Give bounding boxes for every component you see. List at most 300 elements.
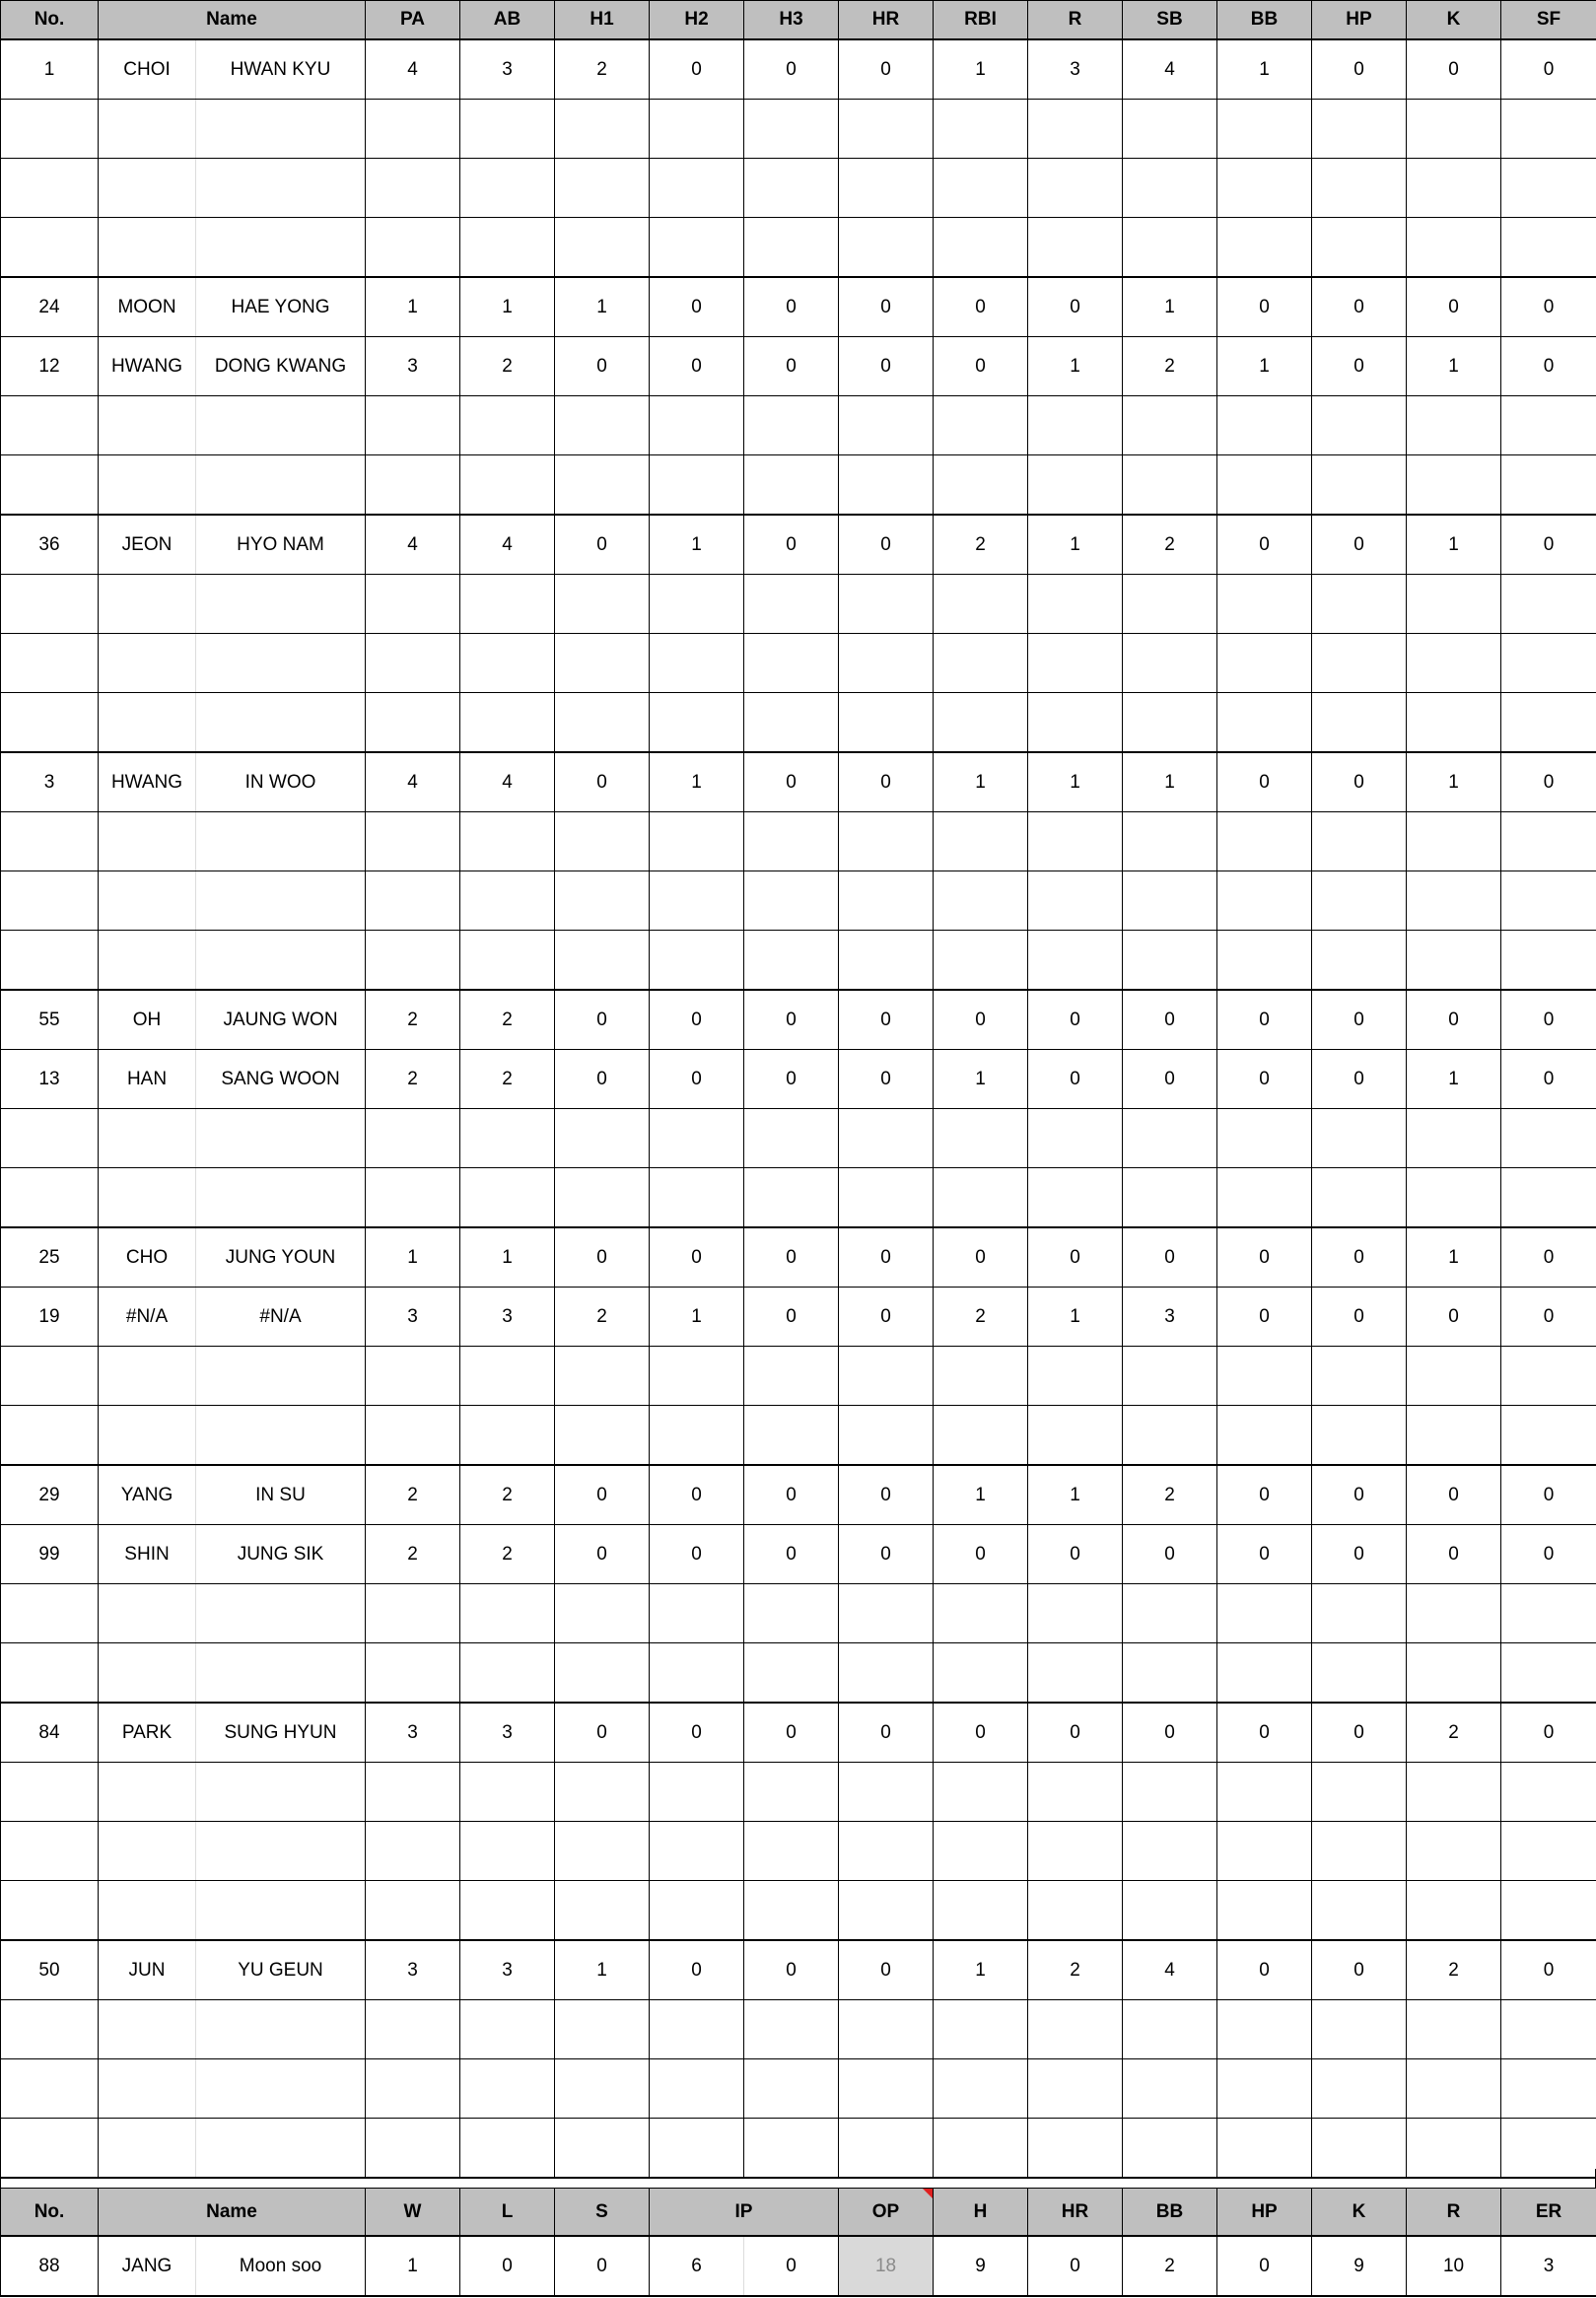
cell-h2[interactable]: 0 bbox=[650, 1703, 744, 1763]
cell-h3[interactable]: 0 bbox=[744, 1703, 839, 1763]
cell-first[interactable]: HAN bbox=[99, 1050, 196, 1109]
cell-ab[interactable] bbox=[460, 871, 555, 931]
col-header-r[interactable]: R bbox=[1028, 1, 1123, 40]
cell-first[interactable] bbox=[99, 575, 196, 634]
cell-r[interactable]: 1 bbox=[1028, 337, 1123, 396]
cell-sf[interactable]: 0 bbox=[1501, 1940, 1596, 2000]
cell-w[interactable]: 1 bbox=[366, 2236, 460, 2296]
col-header-h2[interactable]: H2 bbox=[650, 1, 744, 40]
cell-h3[interactable] bbox=[744, 1822, 839, 1881]
col-header-no[interactable]: No. bbox=[1, 1, 99, 40]
cell-last[interactable]: JAUNG WON bbox=[196, 990, 366, 1050]
cell-sb[interactable] bbox=[1123, 1584, 1217, 1643]
col-header-k[interactable]: K bbox=[1312, 2189, 1407, 2237]
cell-hp[interactable] bbox=[1312, 693, 1407, 753]
cell-k[interactable] bbox=[1407, 218, 1501, 278]
cell-pa[interactable] bbox=[366, 1881, 460, 1941]
cell-last[interactable] bbox=[196, 1881, 366, 1941]
cell-l[interactable]: 0 bbox=[460, 2236, 555, 2296]
cell-h3[interactable] bbox=[744, 159, 839, 218]
cell-no[interactable]: 19 bbox=[1, 1288, 99, 1347]
cell-rbi[interactable] bbox=[934, 812, 1028, 871]
cell-sb[interactable] bbox=[1123, 812, 1217, 871]
cell-hr[interactable]: 0 bbox=[839, 515, 934, 575]
cell-sb[interactable]: 0 bbox=[1123, 990, 1217, 1050]
cell-sb[interactable] bbox=[1123, 871, 1217, 931]
cell-hr[interactable] bbox=[839, 1347, 934, 1406]
cell-k[interactable]: 1 bbox=[1407, 752, 1501, 812]
cell-pa[interactable] bbox=[366, 455, 460, 516]
col-header-hr[interactable]: HR bbox=[839, 1, 934, 40]
cell-r[interactable] bbox=[1028, 1168, 1123, 1228]
cell-sf[interactable] bbox=[1501, 1406, 1596, 1466]
cell-hr[interactable] bbox=[839, 693, 934, 753]
cell-h1[interactable] bbox=[555, 1584, 650, 1643]
cell-pa[interactable] bbox=[366, 100, 460, 159]
cell-r[interactable]: 2 bbox=[1028, 1940, 1123, 2000]
cell-ab[interactable] bbox=[460, 1109, 555, 1168]
cell-rbi[interactable] bbox=[934, 634, 1028, 693]
cell-k[interactable]: 0 bbox=[1407, 1525, 1501, 1584]
cell-bb[interactable]: 0 bbox=[1217, 1050, 1312, 1109]
cell-rbi[interactable] bbox=[934, 455, 1028, 516]
cell-hp[interactable] bbox=[1312, 812, 1407, 871]
cell-last[interactable] bbox=[196, 396, 366, 455]
cell-sf[interactable] bbox=[1501, 159, 1596, 218]
cell-r[interactable]: 1 bbox=[1028, 515, 1123, 575]
cell-no[interactable] bbox=[1, 2059, 99, 2119]
cell-last[interactable]: HAE YONG bbox=[196, 277, 366, 337]
cell-hr[interactable]: 0 bbox=[839, 752, 934, 812]
cell-rbi[interactable] bbox=[934, 1168, 1028, 1228]
cell-sb[interactable]: 4 bbox=[1123, 1940, 1217, 2000]
cell-r[interactable] bbox=[1028, 396, 1123, 455]
cell-h1[interactable] bbox=[555, 1643, 650, 1704]
cell-ab[interactable]: 2 bbox=[460, 990, 555, 1050]
cell-last[interactable] bbox=[196, 575, 366, 634]
cell-h1[interactable]: 0 bbox=[555, 1525, 650, 1584]
cell-last[interactable] bbox=[196, 1643, 366, 1704]
cell-h2[interactable] bbox=[650, 931, 744, 991]
cell-hp[interactable]: 0 bbox=[1312, 1940, 1407, 2000]
cell-ab[interactable]: 3 bbox=[460, 1288, 555, 1347]
cell-k[interactable] bbox=[1407, 634, 1501, 693]
cell-pa[interactable]: 4 bbox=[366, 515, 460, 575]
cell-h1[interactable] bbox=[555, 396, 650, 455]
cell-rbi[interactable]: 2 bbox=[934, 515, 1028, 575]
cell-last[interactable]: SANG WOON bbox=[196, 1050, 366, 1109]
cell-sb[interactable]: 0 bbox=[1123, 1227, 1217, 1288]
col-header-ip[interactable]: IP bbox=[650, 2189, 839, 2237]
cell-pa[interactable]: 3 bbox=[366, 1940, 460, 2000]
cell-no[interactable] bbox=[1, 1584, 99, 1643]
cell-sf[interactable]: 0 bbox=[1501, 515, 1596, 575]
cell-h3[interactable]: 0 bbox=[744, 39, 839, 100]
cell-no[interactable] bbox=[1, 1822, 99, 1881]
cell-no[interactable] bbox=[1, 634, 99, 693]
cell-h3[interactable] bbox=[744, 1109, 839, 1168]
cell-h3[interactable] bbox=[744, 1763, 839, 1822]
cell-rbi[interactable] bbox=[934, 1763, 1028, 1822]
cell-h3[interactable] bbox=[744, 812, 839, 871]
cell-k[interactable] bbox=[1407, 871, 1501, 931]
cell-last[interactable]: JUNG YOUN bbox=[196, 1227, 366, 1288]
cell-ab[interactable] bbox=[460, 396, 555, 455]
cell-hr[interactable] bbox=[839, 1168, 934, 1228]
cell-no[interactable] bbox=[1, 812, 99, 871]
cell-rbi[interactable] bbox=[934, 1881, 1028, 1941]
cell-k[interactable]: 1 bbox=[1407, 1227, 1501, 1288]
cell-sb[interactable] bbox=[1123, 693, 1217, 753]
cell-hr[interactable] bbox=[839, 1406, 934, 1466]
cell-sf[interactable] bbox=[1501, 1643, 1596, 1704]
cell-first[interactable] bbox=[99, 1643, 196, 1704]
cell-h2[interactable] bbox=[650, 1406, 744, 1466]
cell-rbi[interactable]: 2 bbox=[934, 1288, 1028, 1347]
cell-hp[interactable] bbox=[1312, 1584, 1407, 1643]
cell-ab[interactable]: 3 bbox=[460, 1703, 555, 1763]
cell-bb[interactable] bbox=[1217, 100, 1312, 159]
cell-pa[interactable] bbox=[366, 812, 460, 871]
cell-rbi[interactable]: 0 bbox=[934, 277, 1028, 337]
cell-sb[interactable]: 2 bbox=[1123, 337, 1217, 396]
cell-rbi[interactable] bbox=[934, 100, 1028, 159]
cell-pa[interactable] bbox=[366, 634, 460, 693]
cell-bb[interactable]: 0 bbox=[1217, 1465, 1312, 1525]
cell-sb[interactable] bbox=[1123, 455, 1217, 516]
cell-k[interactable] bbox=[1407, 1643, 1501, 1704]
cell-sf[interactable] bbox=[1501, 218, 1596, 278]
cell-h2[interactable] bbox=[650, 100, 744, 159]
cell-h3[interactable] bbox=[744, 1406, 839, 1466]
cell-no[interactable] bbox=[1, 693, 99, 753]
cell-last[interactable]: JUNG SIK bbox=[196, 1525, 366, 1584]
cell-sf[interactable] bbox=[1501, 871, 1596, 931]
cell-bb[interactable]: 0 bbox=[1217, 752, 1312, 812]
cell-h2[interactable] bbox=[650, 812, 744, 871]
cell-r[interactable] bbox=[1028, 1347, 1123, 1406]
cell-k[interactable]: 2 bbox=[1407, 1940, 1501, 2000]
col-header-hp[interactable]: HP bbox=[1312, 1, 1407, 40]
cell-ab[interactable] bbox=[460, 1168, 555, 1228]
col-header-op[interactable] bbox=[839, 2189, 934, 2237]
cell-h2[interactable] bbox=[650, 2000, 744, 2059]
cell-first[interactable] bbox=[99, 455, 196, 516]
cell-sb[interactable] bbox=[1123, 1763, 1217, 1822]
cell-first[interactable]: #N/A bbox=[99, 1288, 196, 1347]
cell-no[interactable] bbox=[1, 396, 99, 455]
col-header-bb[interactable]: BB bbox=[1217, 1, 1312, 40]
cell-r[interactable] bbox=[1028, 1406, 1123, 1466]
cell-first[interactable]: JUN bbox=[99, 1940, 196, 2000]
cell-sf[interactable]: 0 bbox=[1501, 1050, 1596, 1109]
cell-no[interactable]: 24 bbox=[1, 277, 99, 337]
cell-no[interactable] bbox=[1, 1763, 99, 1822]
cell-h[interactable]: 9 bbox=[934, 2236, 1028, 2296]
cell-hp[interactable] bbox=[1312, 396, 1407, 455]
cell-ab[interactable]: 4 bbox=[460, 752, 555, 812]
col-header-w[interactable]: W bbox=[366, 2189, 460, 2237]
cell-r[interactable] bbox=[1028, 575, 1123, 634]
cell-hp[interactable] bbox=[1312, 575, 1407, 634]
cell-rbi[interactable] bbox=[934, 218, 1028, 278]
cell-r[interactable] bbox=[1028, 871, 1123, 931]
cell-h3[interactable]: 0 bbox=[744, 752, 839, 812]
cell-hr[interactable]: 0 bbox=[839, 277, 934, 337]
cell-sf[interactable]: 0 bbox=[1501, 39, 1596, 100]
comment-indicator-icon[interactable] bbox=[923, 2189, 933, 2198]
cell-ip-b[interactable]: 0 bbox=[744, 2236, 839, 2296]
cell-bb[interactable] bbox=[1217, 1109, 1312, 1168]
cell-h2[interactable]: 0 bbox=[650, 1940, 744, 2000]
cell-h2[interactable]: 0 bbox=[650, 990, 744, 1050]
cell-first[interactable] bbox=[99, 100, 196, 159]
cell-bb[interactable]: 2 bbox=[1123, 2236, 1217, 2296]
cell-hr[interactable] bbox=[839, 1643, 934, 1704]
cell-no[interactable] bbox=[1, 1168, 99, 1228]
cell-hp[interactable]: 0 bbox=[1312, 39, 1407, 100]
cell-rbi[interactable]: 1 bbox=[934, 1940, 1028, 2000]
cell-k[interactable] bbox=[1407, 396, 1501, 455]
cell-k[interactable] bbox=[1407, 1881, 1501, 1941]
cell-hr[interactable]: 0 bbox=[839, 1465, 934, 1525]
cell-bb[interactable]: 1 bbox=[1217, 39, 1312, 100]
col-header-pa[interactable]: PA bbox=[366, 1, 460, 40]
cell-first[interactable] bbox=[99, 1822, 196, 1881]
cell-h2[interactable] bbox=[650, 455, 744, 516]
cell-bb[interactable]: 0 bbox=[1217, 1227, 1312, 1288]
cell-sf[interactable]: 0 bbox=[1501, 990, 1596, 1050]
cell-h2[interactable] bbox=[650, 1643, 744, 1704]
cell-k[interactable]: 9 bbox=[1312, 2236, 1407, 2296]
cell-h1[interactable] bbox=[555, 100, 650, 159]
cell-h3[interactable] bbox=[744, 1881, 839, 1941]
cell-pa[interactable] bbox=[366, 575, 460, 634]
cell-sb[interactable]: 1 bbox=[1123, 277, 1217, 337]
cell-sf[interactable] bbox=[1501, 575, 1596, 634]
cell-first[interactable]: HWANG bbox=[99, 337, 196, 396]
cell-pa[interactable]: 2 bbox=[366, 1465, 460, 1525]
cell-r[interactable] bbox=[1028, 931, 1123, 991]
cell-sb[interactable]: 3 bbox=[1123, 1288, 1217, 1347]
cell-hr[interactable]: 0 bbox=[839, 1703, 934, 1763]
cell-no[interactable]: 1 bbox=[1, 39, 99, 100]
cell-h3[interactable]: 0 bbox=[744, 1940, 839, 2000]
cell-pa[interactable] bbox=[366, 2000, 460, 2059]
cell-r[interactable] bbox=[1028, 2059, 1123, 2119]
cell-r[interactable]: 0 bbox=[1028, 990, 1123, 1050]
cell-last[interactable] bbox=[196, 455, 366, 516]
cell-h3[interactable] bbox=[744, 871, 839, 931]
cell-pa[interactable] bbox=[366, 1406, 460, 1466]
cell-last[interactable] bbox=[196, 1763, 366, 1822]
cell-hp[interactable] bbox=[1312, 1763, 1407, 1822]
col-header-k[interactable]: K bbox=[1407, 1, 1501, 40]
cell-k[interactable] bbox=[1407, 575, 1501, 634]
cell-last[interactable] bbox=[196, 1168, 366, 1228]
cell-ab[interactable]: 1 bbox=[460, 277, 555, 337]
cell-last[interactable]: DONG KWANG bbox=[196, 337, 366, 396]
cell-sb[interactable] bbox=[1123, 1347, 1217, 1406]
cell-sf[interactable] bbox=[1501, 2059, 1596, 2119]
cell-hp[interactable] bbox=[1312, 1347, 1407, 1406]
cell-no[interactable]: 13 bbox=[1, 1050, 99, 1109]
cell-bb[interactable]: 0 bbox=[1217, 1288, 1312, 1347]
cell-last[interactable] bbox=[196, 218, 366, 278]
cell-pa[interactable] bbox=[366, 1584, 460, 1643]
cell-h2[interactable]: 0 bbox=[650, 337, 744, 396]
cell-k[interactable] bbox=[1407, 1347, 1501, 1406]
cell-sf[interactable] bbox=[1501, 100, 1596, 159]
cell-first[interactable]: CHOI bbox=[99, 39, 196, 100]
cell-h3[interactable]: 0 bbox=[744, 1227, 839, 1288]
cell-sb[interactable] bbox=[1123, 1822, 1217, 1881]
cell-h1[interactable] bbox=[555, 2000, 650, 2059]
cell-pa[interactable] bbox=[366, 693, 460, 753]
col-header-h3[interactable]: H3 bbox=[744, 1, 839, 40]
cell-no[interactable] bbox=[1, 159, 99, 218]
cell-last[interactable] bbox=[196, 634, 366, 693]
cell-pa[interactable]: 2 bbox=[366, 1525, 460, 1584]
cell-no[interactable]: 88 bbox=[1, 2236, 99, 2296]
cell-sb[interactable]: 2 bbox=[1123, 515, 1217, 575]
cell-h2[interactable] bbox=[650, 159, 744, 218]
cell-ab[interactable] bbox=[460, 1763, 555, 1822]
cell-k[interactable] bbox=[1407, 1763, 1501, 1822]
cell-k[interactable] bbox=[1407, 1168, 1501, 1228]
cell-hp[interactable] bbox=[1312, 1168, 1407, 1228]
cell-ab[interactable] bbox=[460, 1881, 555, 1941]
cell-bb[interactable]: 0 bbox=[1217, 277, 1312, 337]
cell-bb[interactable]: 1 bbox=[1217, 337, 1312, 396]
cell-last[interactable]: SUNG HYUN bbox=[196, 1703, 366, 1763]
cell-h1[interactable]: 0 bbox=[555, 1703, 650, 1763]
cell-sf[interactable] bbox=[1501, 2000, 1596, 2059]
cell-sb[interactable]: 2 bbox=[1123, 1465, 1217, 1525]
cell-last[interactable] bbox=[196, 871, 366, 931]
cell-r[interactable]: 0 bbox=[1028, 1525, 1123, 1584]
cell-sb[interactable] bbox=[1123, 159, 1217, 218]
cell-ab[interactable]: 2 bbox=[460, 1050, 555, 1109]
cell-h2[interactable]: 1 bbox=[650, 1288, 744, 1347]
cell-h1[interactable] bbox=[555, 1763, 650, 1822]
cell-hp[interactable] bbox=[1312, 634, 1407, 693]
cell-first[interactable]: YANG bbox=[99, 1465, 196, 1525]
cell-k[interactable] bbox=[1407, 931, 1501, 991]
cell-hp[interactable]: 0 bbox=[1312, 337, 1407, 396]
cell-sf[interactable] bbox=[1501, 693, 1596, 753]
cell-ab[interactable] bbox=[460, 931, 555, 991]
cell-k[interactable]: 1 bbox=[1407, 515, 1501, 575]
cell-ab[interactable]: 4 bbox=[460, 515, 555, 575]
cell-sb[interactable]: 4 bbox=[1123, 39, 1217, 100]
cell-no[interactable] bbox=[1, 100, 99, 159]
cell-sb[interactable] bbox=[1123, 1168, 1217, 1228]
cell-h3[interactable] bbox=[744, 575, 839, 634]
cell-sf[interactable]: 0 bbox=[1501, 1227, 1596, 1288]
cell-bb[interactable] bbox=[1217, 1763, 1312, 1822]
cell-rbi[interactable]: 0 bbox=[934, 990, 1028, 1050]
cell-first[interactable] bbox=[99, 931, 196, 991]
cell-rbi[interactable] bbox=[934, 2059, 1028, 2119]
cell-r[interactable]: 1 bbox=[1028, 1465, 1123, 1525]
col-header-no[interactable]: No. bbox=[1, 2189, 99, 2237]
cell-sb[interactable] bbox=[1123, 1643, 1217, 1704]
cell-r[interactable] bbox=[1028, 1881, 1123, 1941]
cell-sf[interactable]: 0 bbox=[1501, 337, 1596, 396]
cell-h1[interactable]: 2 bbox=[555, 1288, 650, 1347]
cell-h3[interactable]: 0 bbox=[744, 1288, 839, 1347]
cell-ab[interactable] bbox=[460, 455, 555, 516]
cell-first[interactable] bbox=[99, 159, 196, 218]
cell-ab[interactable]: 3 bbox=[460, 1940, 555, 2000]
cell-first[interactable]: HWANG bbox=[99, 752, 196, 812]
cell-first[interactable]: JANG bbox=[99, 2236, 196, 2296]
cell-r[interactable] bbox=[1028, 634, 1123, 693]
cell-h1[interactable] bbox=[555, 812, 650, 871]
cell-first[interactable] bbox=[99, 396, 196, 455]
cell-sb[interactable]: 0 bbox=[1123, 1050, 1217, 1109]
cell-bb[interactable] bbox=[1217, 1406, 1312, 1466]
cell-last[interactable] bbox=[196, 1109, 366, 1168]
cell-no[interactable]: 50 bbox=[1, 1940, 99, 2000]
cell-h1[interactable] bbox=[555, 2059, 650, 2119]
cell-h1[interactable] bbox=[555, 1822, 650, 1881]
cell-h2[interactable] bbox=[650, 1168, 744, 1228]
cell-r[interactable] bbox=[1028, 812, 1123, 871]
cell-r[interactable] bbox=[1028, 218, 1123, 278]
cell-h2[interactable] bbox=[650, 1881, 744, 1941]
cell-ab[interactable] bbox=[460, 1643, 555, 1704]
cell-r[interactable] bbox=[1028, 1643, 1123, 1704]
cell-rbi[interactable] bbox=[934, 575, 1028, 634]
cell-rbi[interactable]: 0 bbox=[934, 1525, 1028, 1584]
cell-h1[interactable] bbox=[555, 1168, 650, 1228]
col-header-l[interactable]: L bbox=[460, 2189, 555, 2237]
cell-no[interactable] bbox=[1, 2000, 99, 2059]
cell-last[interactable]: YU GEUN bbox=[196, 1940, 366, 2000]
cell-bb[interactable] bbox=[1217, 2000, 1312, 2059]
cell-h2[interactable]: 1 bbox=[650, 752, 744, 812]
cell-pa[interactable] bbox=[366, 871, 460, 931]
cell-sf[interactable] bbox=[1501, 634, 1596, 693]
cell-h1[interactable]: 2 bbox=[555, 39, 650, 100]
cell-h3[interactable] bbox=[744, 2059, 839, 2119]
cell-bb[interactable]: 0 bbox=[1217, 1940, 1312, 2000]
cell-ab[interactable] bbox=[460, 100, 555, 159]
cell-last[interactable] bbox=[196, 2059, 366, 2119]
cell-bb[interactable] bbox=[1217, 871, 1312, 931]
cell-first[interactable]: CHO bbox=[99, 1227, 196, 1288]
cell-pa[interactable] bbox=[366, 1168, 460, 1228]
cell-last[interactable] bbox=[196, 1406, 366, 1466]
cell-hp[interactable]: 0 bbox=[1312, 1050, 1407, 1109]
cell-hp[interactable] bbox=[1312, 1881, 1407, 1941]
cell-sf[interactable] bbox=[1501, 1822, 1596, 1881]
cell-s[interactable]: 0 bbox=[555, 2236, 650, 2296]
cell-sf[interactable]: 0 bbox=[1501, 1525, 1596, 1584]
cell-last[interactable] bbox=[196, 1347, 366, 1406]
cell-hp[interactable] bbox=[1312, 1109, 1407, 1168]
cell-rbi[interactable]: 1 bbox=[934, 1465, 1028, 1525]
cell-last[interactable] bbox=[196, 1584, 366, 1643]
cell-first[interactable] bbox=[99, 1109, 196, 1168]
cell-no[interactable]: 36 bbox=[1, 515, 99, 575]
cell-sb[interactable] bbox=[1123, 218, 1217, 278]
cell-h2[interactable] bbox=[650, 1822, 744, 1881]
cell-sb[interactable]: 1 bbox=[1123, 752, 1217, 812]
cell-h2[interactable] bbox=[650, 1347, 744, 1406]
